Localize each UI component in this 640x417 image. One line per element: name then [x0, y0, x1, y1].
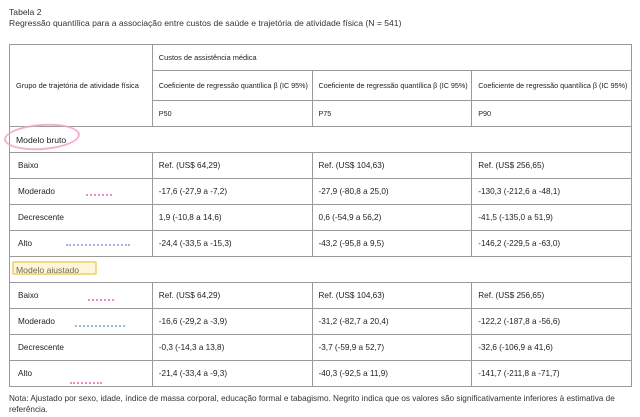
- table-footnote: Nota: Ajustado por sexo, idade, índice de massa corporal, educação formal e tabagismo. Negrito indica que os valores são significativamente inferiores à estimativa de referência.: [9, 394, 615, 414]
- table-caption: [9, 7, 401, 29]
- coef-header-p50: Coeficiente de regressão quantílica β (IC 95%): [152, 71, 312, 101]
- table-row: [10, 335, 632, 361]
- row-label: Moderado: [10, 179, 153, 205]
- cell-p75: -43,2 (-95,8 a 9,5): [312, 231, 472, 257]
- cell-p50: -16,6 (-29,2 a -3,9): [152, 309, 312, 335]
- section-title-crude: Modelo bruto: [10, 127, 632, 153]
- cell-p50: Ref. (US$ 64,29): [152, 153, 312, 179]
- section-title-adjusted: Modelo ajustado: [10, 257, 632, 283]
- table-row: [10, 153, 632, 179]
- coef-header-p75: Coeficiente de regressão quantílica β (IC 95%): [312, 71, 472, 101]
- table-row: [10, 179, 632, 205]
- percentile-header-p50: P50: [152, 101, 312, 127]
- cell-p90: -146,2 (-229,5 a -63,0): [472, 231, 632, 257]
- row-label: Baixo: [10, 283, 153, 309]
- cell-p90: -122,2 (-187,8 a -56,6): [472, 309, 632, 335]
- table-row: [10, 205, 632, 231]
- table-row: [10, 361, 632, 387]
- blue-scribble-mark: [66, 244, 130, 247]
- pink-scribble-mark: [88, 299, 114, 302]
- cell-p90: Ref. (US$ 256,65): [472, 283, 632, 309]
- row-label: Decrescente: [10, 335, 153, 361]
- cell-p50: -21,4 (-33,4 a -9,3): [152, 361, 312, 387]
- pink-scribble-mark: [70, 382, 102, 385]
- cell-p75: -3,7 (-59,9 a 52,7): [312, 335, 472, 361]
- cell-p90: -130,3 (-212,6 a -48,1): [472, 179, 632, 205]
- cell-p90: -32,6 (-106,9 a 41,6): [472, 335, 632, 361]
- cell-p50: -17,6 (-27,9 a -7,2): [152, 179, 312, 205]
- costs-group-header: Custos de assistência médica: [152, 45, 631, 71]
- group-column-header: Grupo de trajetória de atividade física: [10, 45, 153, 127]
- cell-p75: -40,3 (-92,5 a 11,9): [312, 361, 472, 387]
- cell-p90: Ref. (US$ 256,65): [472, 153, 632, 179]
- cell-p75: -27,9 (-80,8 a 25,0): [312, 179, 472, 205]
- coef-header-p90: Coeficiente de regressão quantílica β (IC 95%): [472, 71, 632, 101]
- results-table: [9, 44, 632, 387]
- row-label: Decrescente: [10, 205, 153, 231]
- cell-p50: -24,4 (-33,5 a -15,3): [152, 231, 312, 257]
- table-row: [10, 283, 632, 309]
- yellow-highlight-box: [12, 261, 97, 275]
- cell-p90: -41,5 (-135,0 a 51,9): [472, 205, 632, 231]
- table-row: [10, 309, 632, 335]
- pink-scribble-mark: [86, 194, 112, 197]
- cell-p50: -0,3 (-14,3 a 13,8): [152, 335, 312, 361]
- row-label: Alto: [10, 231, 153, 257]
- cell-p90: -141,7 (-211,8 a -71,7): [472, 361, 632, 387]
- percentile-header-p90: P90: [472, 101, 632, 127]
- table-subtitle: Regressão quantílica para a associação entre custos de saúde e trajetória de atividade física (N = 541): [9, 18, 402, 28]
- table-title: Tabela 2: [9, 7, 42, 17]
- percentile-header-p75: P75: [312, 101, 472, 127]
- blue-scribble-mark: [75, 325, 125, 328]
- cell-p50: Ref. (US$ 64,29): [152, 283, 312, 309]
- cell-p75: Ref. (US$ 104,63): [312, 283, 472, 309]
- cell-p75: Ref. (US$ 104,63): [312, 153, 472, 179]
- cell-p75: -31,2 (-82,7 a 20,4): [312, 309, 472, 335]
- cell-p75: 0,6 (-54,9 a 56,2): [312, 205, 472, 231]
- cell-p50: 1,9 (-10,8 a 14,6): [152, 205, 312, 231]
- row-label: Moderado: [10, 309, 153, 335]
- row-label: Alto: [10, 361, 153, 387]
- row-label: Baixo: [10, 153, 153, 179]
